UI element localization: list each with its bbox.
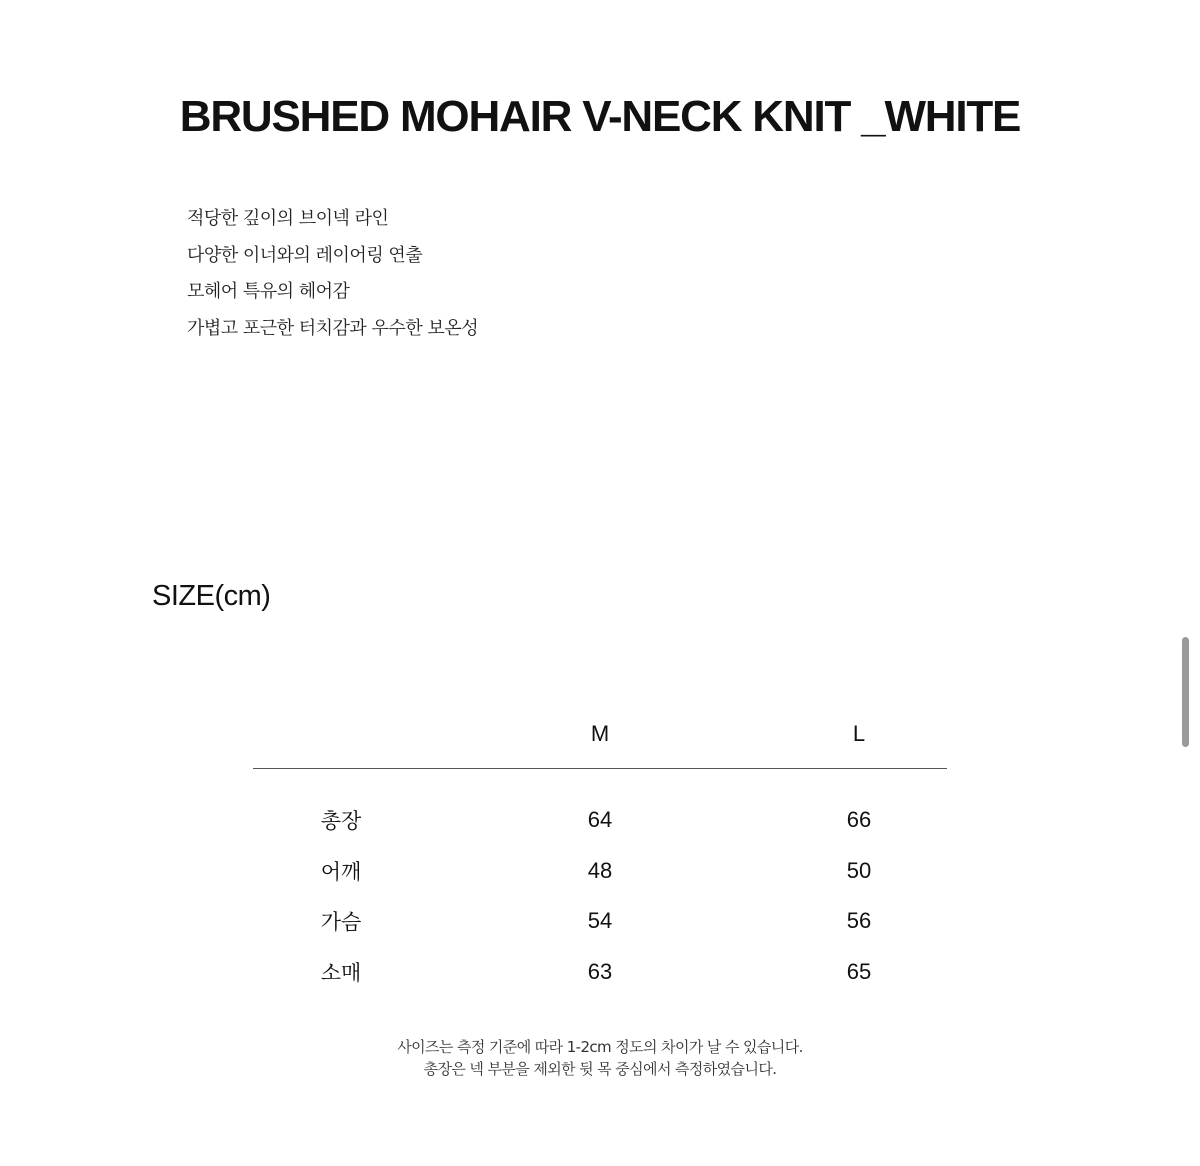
row-label: 가슴: [320, 910, 362, 935]
size-heading: SIZE(cm): [152, 580, 271, 612]
product-title: BRUSHED MOHAIR V-NECK KNIT _WHITE: [179, 92, 1021, 141]
scrollbar-thumb[interactable]: [1182, 637, 1189, 747]
size-note: 총장은 넥 부분을 제외한 뒷 목 중심에서 측정하였습니다.: [423, 1060, 777, 1078]
row-label: 소매: [320, 960, 362, 985]
size-l-value: 66: [846, 807, 872, 833]
table-row: [253, 769, 947, 846]
size-m-value: 54: [587, 908, 613, 934]
size-l-value: 65: [846, 958, 872, 984]
table-row: [253, 846, 947, 897]
size-m-value: 63: [587, 958, 613, 984]
size-header-m: M: [429, 708, 771, 769]
feature-item: 적당한 깊이의 브이넥 라인: [187, 208, 389, 229]
feature-list: [187, 205, 478, 351]
size-note: 사이즈는 측정 기준에 따라 1-2cm 정도의 차이가 날 수 있습니다.: [397, 1038, 803, 1056]
size-table-header-label: [253, 708, 429, 769]
size-l-value: 50: [846, 857, 872, 883]
size-table-header-row: [253, 708, 947, 769]
size-m-value: 64: [587, 807, 613, 833]
feature-item: 가볍고 포근한 터치감과 우수한 보온성: [187, 317, 479, 339]
row-label: 총장: [320, 809, 362, 834]
row-label: 어깨: [320, 859, 362, 884]
feature-item: 모헤어 특유의 헤어감: [187, 281, 350, 302]
size-notes: [0, 1036, 1200, 1080]
size-m-value: 48: [587, 857, 613, 883]
size-table: [253, 708, 947, 997]
table-row: [253, 896, 947, 947]
table-row: [253, 947, 947, 998]
feature-item: 다양한 이너와의 레이어링 연출: [187, 244, 423, 266]
size-l-value: 56: [846, 908, 872, 934]
size-header-l: L: [771, 708, 947, 769]
